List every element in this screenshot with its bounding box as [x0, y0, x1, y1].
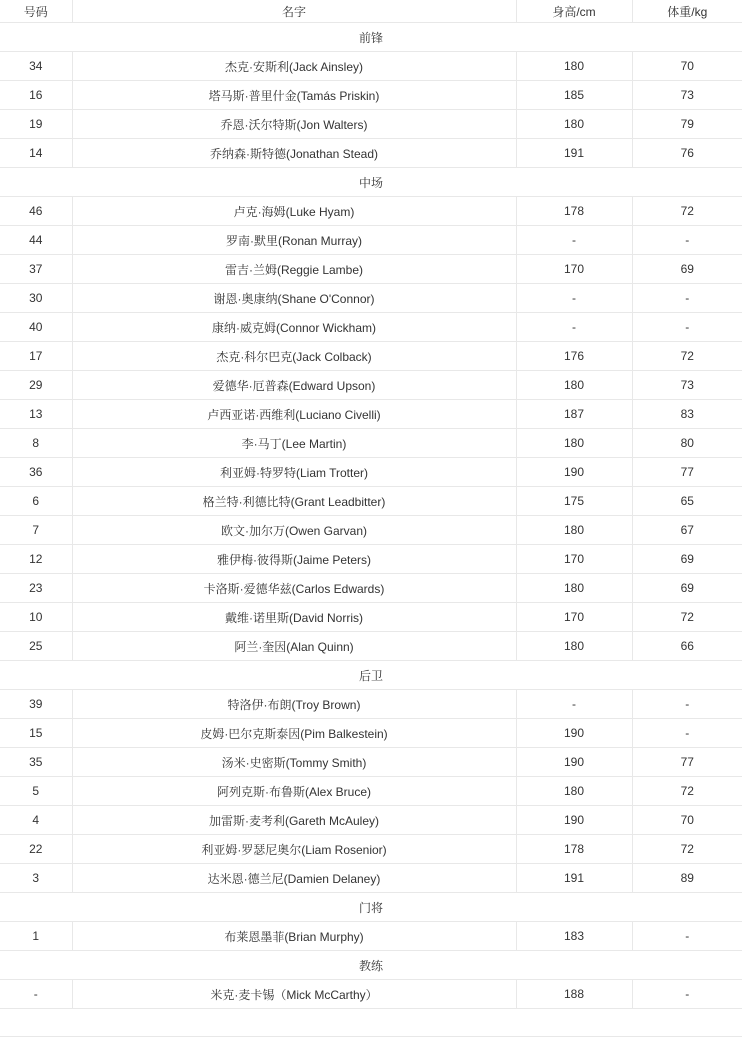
player-weight-cell: 69 — [632, 574, 742, 603]
player-height-cell: 180 — [516, 574, 632, 603]
player-height-cell: 190 — [516, 719, 632, 748]
player-name-cell: 雷吉·兰姆(Reggie Lambe) — [72, 255, 516, 284]
player-name-cell: 康纳·威克姆(Connor Wickham) — [72, 313, 516, 342]
player-row — [0, 226, 742, 255]
player-height-cell: - — [516, 690, 632, 719]
column-header-number: 号码 — [0, 0, 72, 23]
section-row — [0, 893, 742, 922]
player-number-cell: 46 — [0, 197, 72, 226]
player-number-cell: 12 — [0, 545, 72, 574]
player-name-cell: 汤米·史密斯(Tommy Smith) — [72, 748, 516, 777]
player-name-cell: 特洛伊·布朗(Troy Brown) — [72, 690, 516, 719]
player-number-cell: 15 — [0, 719, 72, 748]
player-weight-cell: 67 — [632, 516, 742, 545]
player-number-cell: 17 — [0, 342, 72, 371]
column-header-height: 身高/cm — [516, 0, 632, 23]
player-height-cell: 176 — [516, 342, 632, 371]
player-weight-cell: 77 — [632, 458, 742, 487]
player-weight-cell: 70 — [632, 806, 742, 835]
player-row — [0, 777, 742, 806]
player-row — [0, 980, 742, 1009]
player-number-cell: 8 — [0, 429, 72, 458]
player-row — [0, 690, 742, 719]
player-name-cell: 谢恩·奥康纳(Shane O'Connor) — [72, 284, 516, 313]
roster-table-body — [0, 23, 742, 1037]
player-number-cell: 7 — [0, 516, 72, 545]
column-header-weight: 体重/kg — [632, 0, 742, 23]
player-number-cell: 4 — [0, 806, 72, 835]
player-weight-cell: 79 — [632, 110, 742, 139]
player-name-cell: 爱德华·厄普森(Edward Upson) — [72, 371, 516, 400]
player-height-cell: 170 — [516, 545, 632, 574]
player-number-cell: 37 — [0, 255, 72, 284]
section-row — [0, 951, 742, 980]
player-number-cell: 36 — [0, 458, 72, 487]
column-header-name: 名字 — [72, 0, 516, 23]
player-weight-cell: 69 — [632, 545, 742, 574]
player-height-cell: 191 — [516, 139, 632, 168]
player-number-cell: 40 — [0, 313, 72, 342]
roster-table-header — [0, 0, 742, 23]
player-name-cell: 卡洛斯·爱德华兹(Carlos Edwards) — [72, 574, 516, 603]
player-row — [0, 516, 742, 545]
player-height-cell: 178 — [516, 197, 632, 226]
player-number-cell: 44 — [0, 226, 72, 255]
empty-cell — [0, 1009, 742, 1037]
player-height-cell: 180 — [516, 52, 632, 81]
player-number-cell: 19 — [0, 110, 72, 139]
player-weight-cell: 72 — [632, 342, 742, 371]
player-row — [0, 806, 742, 835]
player-weight-cell: 76 — [632, 139, 742, 168]
player-weight-cell: - — [632, 313, 742, 342]
player-height-cell: 180 — [516, 429, 632, 458]
player-name-cell: 达米恩·德兰尼(Damien Delaney) — [72, 864, 516, 893]
player-name-cell: 李·马丁(Lee Martin) — [72, 429, 516, 458]
player-name-cell: 雅伊梅·彼得斯(Jaime Peters) — [72, 545, 516, 574]
section-label: 教练 — [0, 951, 742, 980]
player-weight-cell: 80 — [632, 429, 742, 458]
player-height-cell: - — [516, 284, 632, 313]
player-height-cell: 170 — [516, 255, 632, 284]
player-weight-cell: 73 — [632, 81, 742, 110]
player-name-cell: 利亚姆·特罗特(Liam Trotter) — [72, 458, 516, 487]
player-height-cell: 190 — [516, 748, 632, 777]
player-height-cell: - — [516, 226, 632, 255]
player-height-cell: 190 — [516, 806, 632, 835]
player-weight-cell: 70 — [632, 52, 742, 81]
section-row — [0, 661, 742, 690]
player-number-cell: 30 — [0, 284, 72, 313]
section-label: 门将 — [0, 893, 742, 922]
player-number-cell: 1 — [0, 922, 72, 951]
player-weight-cell: 69 — [632, 255, 742, 284]
player-name-cell: 卢克·海姆(Luke Hyam) — [72, 197, 516, 226]
section-row — [0, 168, 742, 197]
section-label: 后卫 — [0, 661, 742, 690]
player-height-cell: 183 — [516, 922, 632, 951]
player-number-cell: 16 — [0, 81, 72, 110]
player-weight-cell: 77 — [632, 748, 742, 777]
player-name-cell: 乔恩·沃尔特斯(Jon Walters) — [72, 110, 516, 139]
player-height-cell: 180 — [516, 110, 632, 139]
player-number-cell: 22 — [0, 835, 72, 864]
player-height-cell: 178 — [516, 835, 632, 864]
player-name-cell: 格兰特·利德比特(Grant Leadbitter) — [72, 487, 516, 516]
player-number-cell: 13 — [0, 400, 72, 429]
player-row — [0, 284, 742, 313]
player-height-cell: 188 — [516, 980, 632, 1009]
player-row — [0, 81, 742, 110]
player-name-cell: 皮姆·巴尔克斯泰因(Pim Balkestein) — [72, 719, 516, 748]
player-height-cell: 180 — [516, 777, 632, 806]
player-number-cell: 25 — [0, 632, 72, 661]
player-number-cell: 29 — [0, 371, 72, 400]
player-row — [0, 429, 742, 458]
player-height-cell: 180 — [516, 371, 632, 400]
player-number-cell: 35 — [0, 748, 72, 777]
player-number-cell: 5 — [0, 777, 72, 806]
player-height-cell: 191 — [516, 864, 632, 893]
player-height-cell: 180 — [516, 516, 632, 545]
player-row — [0, 110, 742, 139]
player-name-cell: 卢西亚诺·西维利(Luciano Civelli) — [72, 400, 516, 429]
player-name-cell: 罗南·默里(Ronan Murray) — [72, 226, 516, 255]
player-row — [0, 835, 742, 864]
player-number-cell: 39 — [0, 690, 72, 719]
player-row — [0, 487, 742, 516]
player-row — [0, 603, 742, 632]
player-name-cell: 米克·麦卡锡（Mick McCarthy） — [72, 980, 516, 1009]
player-weight-cell: 73 — [632, 371, 742, 400]
player-name-cell: 加雷斯·麦考利(Gareth McAuley) — [72, 806, 516, 835]
player-height-cell: - — [516, 313, 632, 342]
player-row — [0, 632, 742, 661]
player-name-cell: 阿兰·奎因(Alan Quinn) — [72, 632, 516, 661]
player-height-cell: 187 — [516, 400, 632, 429]
player-row — [0, 922, 742, 951]
player-weight-cell: 65 — [632, 487, 742, 516]
player-row — [0, 400, 742, 429]
player-weight-cell: - — [632, 226, 742, 255]
player-height-cell: 180 — [516, 632, 632, 661]
section-row — [0, 23, 742, 52]
empty-row — [0, 1009, 742, 1037]
player-row — [0, 313, 742, 342]
player-weight-cell: 72 — [632, 197, 742, 226]
player-row — [0, 197, 742, 226]
player-height-cell: 185 — [516, 81, 632, 110]
player-row — [0, 864, 742, 893]
player-name-cell: 布莱恩墨菲(Brian Murphy) — [72, 922, 516, 951]
player-weight-cell: - — [632, 719, 742, 748]
player-weight-cell: 89 — [632, 864, 742, 893]
player-height-cell: 190 — [516, 458, 632, 487]
player-row — [0, 52, 742, 81]
player-row — [0, 574, 742, 603]
player-number-cell: 23 — [0, 574, 72, 603]
player-weight-cell: - — [632, 922, 742, 951]
player-weight-cell: 72 — [632, 603, 742, 632]
player-weight-cell: - — [632, 690, 742, 719]
player-name-cell: 欧文·加尔万(Owen Garvan) — [72, 516, 516, 545]
player-weight-cell: 72 — [632, 777, 742, 806]
player-name-cell: 戴维·诺里斯(David Norris) — [72, 603, 516, 632]
header-row — [0, 0, 742, 23]
player-name-cell: 乔纳森·斯特德(Jonathan Stead) — [72, 139, 516, 168]
player-row — [0, 748, 742, 777]
player-weight-cell: - — [632, 980, 742, 1009]
player-number-cell: 34 — [0, 52, 72, 81]
section-label: 中场 — [0, 168, 742, 197]
player-name-cell: 阿列克斯·布鲁斯(Alex Bruce) — [72, 777, 516, 806]
player-number-cell: 10 — [0, 603, 72, 632]
player-row — [0, 371, 742, 400]
player-weight-cell: 72 — [632, 835, 742, 864]
player-row — [0, 719, 742, 748]
player-height-cell: 175 — [516, 487, 632, 516]
player-name-cell: 利亚姆·罗瑟尼奥尔(Liam Rosenior) — [72, 835, 516, 864]
player-name-cell: 塔马斯·普里什金(Tamás Priskin) — [72, 81, 516, 110]
player-number-cell: 14 — [0, 139, 72, 168]
player-weight-cell: 83 — [632, 400, 742, 429]
player-row — [0, 255, 742, 284]
player-name-cell: 杰克·安斯利(Jack Ainsley) — [72, 52, 516, 81]
player-number-cell: 3 — [0, 864, 72, 893]
section-label: 前锋 — [0, 23, 742, 52]
player-row — [0, 458, 742, 487]
player-row — [0, 342, 742, 371]
player-row — [0, 139, 742, 168]
player-height-cell: 170 — [516, 603, 632, 632]
player-name-cell: 杰克·科尔巴克(Jack Colback) — [72, 342, 516, 371]
player-number-cell: 6 — [0, 487, 72, 516]
player-weight-cell: 66 — [632, 632, 742, 661]
player-row — [0, 545, 742, 574]
player-number-cell: - — [0, 980, 72, 1009]
player-weight-cell: - — [632, 284, 742, 313]
